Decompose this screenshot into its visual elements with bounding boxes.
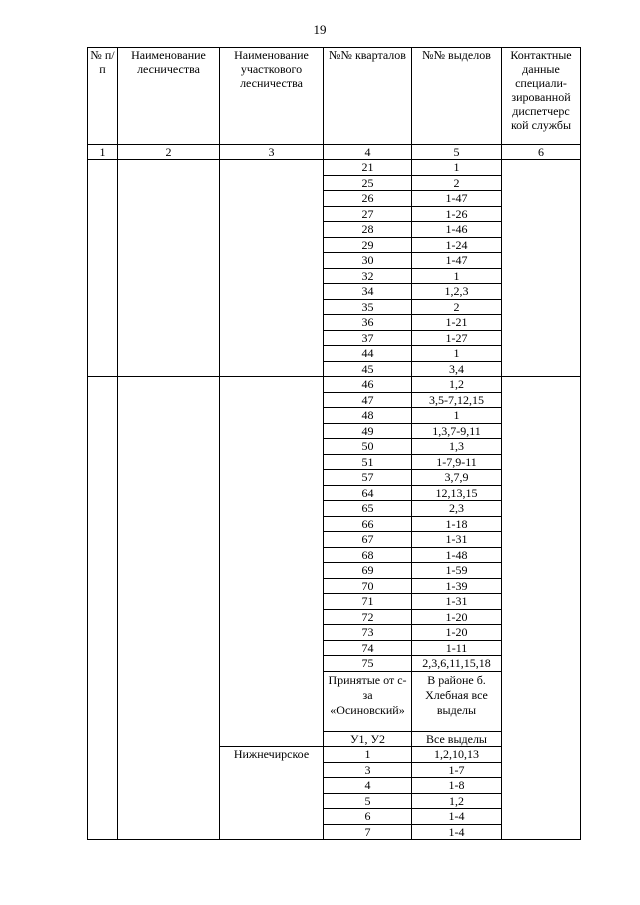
allotment-cell: 1,2,3 [412,284,502,300]
allotment-cell: 2 [412,175,502,191]
quarter-cell: 29 [324,237,412,253]
quarter-cell: 1 [324,747,412,763]
quarter-cell: 67 [324,532,412,548]
quarter-cell: 5 [324,793,412,809]
quarter-cell: 47 [324,392,412,408]
column-number: 5 [412,145,502,160]
allotment-cell: 1-26 [412,206,502,222]
allotment-cell: 3,5-7,12,15 [412,392,502,408]
empty-cell [502,377,581,840]
allotment-cell: 1,2,10,13 [412,747,502,763]
quarter-cell: 75 [324,656,412,672]
quarter-cell: 69 [324,563,412,579]
allotment-cell: 1 [412,268,502,284]
quarter-cell: 6 [324,809,412,825]
allotment-cell: 1,3 [412,439,502,455]
transfer-allotments-cell: В районе б. Хлебная все выделы [412,671,502,731]
quarter-cell: 57 [324,470,412,486]
allotment-cell: 3,4 [412,361,502,377]
allotment-cell: 1 [412,160,502,176]
allotment-cell: 1-7,9-11 [412,454,502,470]
quarter-cell: 48 [324,408,412,424]
allotment-cell: 1-18 [412,516,502,532]
allotment-cell: 1 [412,346,502,362]
empty-cell [220,160,324,377]
table-body [88,160,581,840]
quarter-cell: 68 [324,547,412,563]
allotment-cell: 1-31 [412,532,502,548]
allotment-cell: 1,2 [412,377,502,393]
quarter-cell: 73 [324,625,412,641]
allotment-cell: 12,13,15 [412,485,502,501]
quarter-cell: 50 [324,439,412,455]
allotment-cell: 3,7,9 [412,470,502,486]
allotment-cell: 1-27 [412,330,502,346]
header-quarters: №№ кварталов [324,48,412,145]
quarter-cell: 37 [324,330,412,346]
column-number: 2 [118,145,220,160]
allotment-cell: 1-59 [412,563,502,579]
quarter-cell: 51 [324,454,412,470]
quarter-cell: 65 [324,501,412,517]
quarter-cell: 3 [324,762,412,778]
quarter-cell: 28 [324,222,412,238]
allotment-cell: 1-21 [412,315,502,331]
allotment-cell: 1 [412,408,502,424]
header-district-forestry: Наименование участкового лесничества [220,48,324,145]
quarter-cell: 72 [324,609,412,625]
page-number: 19 [313,22,327,37]
allotment-cell: 1-47 [412,191,502,207]
header-number-row [88,145,581,160]
quarter-cell: 25 [324,175,412,191]
allotment-cell: 1-7 [412,762,502,778]
quarter-cell: 70 [324,578,412,594]
empty-cell [88,377,118,840]
allotment-cell: 2,3 [412,501,502,517]
empty-cell [118,377,220,840]
header-forestry: Наименование лесничества [118,48,220,145]
allotment-cell: 1-11 [412,640,502,656]
quarter-cell: 26 [324,191,412,207]
table-row [88,377,581,393]
column-number: 4 [324,145,412,160]
allotment-cell: 1-4 [412,809,502,825]
quarter-cell: 34 [324,284,412,300]
empty-cell [502,160,581,377]
allotment-cell: 1-48 [412,547,502,563]
district-forestry-cell: Нижнечирское [220,747,324,840]
empty-cell [118,160,220,377]
table-row [88,160,581,176]
quarter-cell: 45 [324,361,412,377]
header-num: № п/п [88,48,118,145]
allotment-cell: 1-47 [412,253,502,269]
column-number: 1 [88,145,118,160]
quarter-cell: 44 [324,346,412,362]
allotment-cell: Все выделы [412,731,502,747]
quarter-cell: 32 [324,268,412,284]
allotment-cell: 1-24 [412,237,502,253]
quarter-cell: 35 [324,299,412,315]
header-row [88,48,581,145]
quarter-cell: 27 [324,206,412,222]
allotment-cell: 2,3,6,11,15,18 [412,656,502,672]
allotment-cell: 1-8 [412,778,502,794]
allotment-cell: 1-31 [412,594,502,610]
quarter-cell: 66 [324,516,412,532]
empty-cell [88,160,118,377]
quarter-cell: 4 [324,778,412,794]
allotment-cell: 2 [412,299,502,315]
quarter-cell: 74 [324,640,412,656]
allotment-cell: 1,3,7-9,11 [412,423,502,439]
allotment-cell: 1-4 [412,824,502,840]
quarter-cell: У1, У2 [324,731,412,747]
allotment-cell: 1-20 [412,609,502,625]
allotment-cell: 1-20 [412,625,502,641]
quarter-cell: 36 [324,315,412,331]
allotment-cell: 1,2 [412,793,502,809]
column-number: 6 [502,145,581,160]
allotment-cell: 1-39 [412,578,502,594]
empty-cell [220,377,324,747]
quarter-cell: 49 [324,423,412,439]
header-contacts: Контактные данные специали-зированной диспетчерс кой службы [502,48,581,145]
column-number: 3 [220,145,324,160]
quarter-cell: 64 [324,485,412,501]
quarter-cell: 30 [324,253,412,269]
allotment-cell: 1-46 [412,222,502,238]
forestry-table [87,47,581,840]
quarter-cell: 71 [324,594,412,610]
quarter-cell: 7 [324,824,412,840]
header-allotments: №№ выделов [412,48,502,145]
quarter-cell: 21 [324,160,412,176]
quarter-cell: 46 [324,377,412,393]
transfer-note-cell: Принятые от с-за «Осиновский» [324,671,412,731]
